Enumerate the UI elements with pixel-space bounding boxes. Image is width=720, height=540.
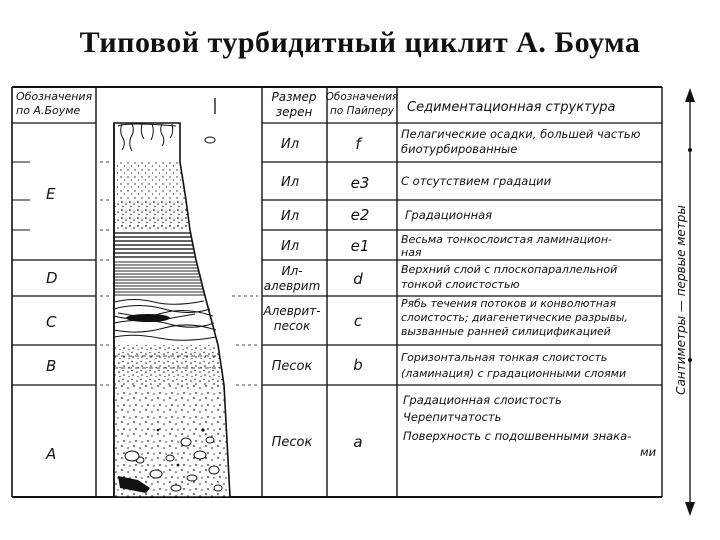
structure-a-line1: Градационная слоистость [403, 393, 562, 407]
grain-size-column [262, 137, 320, 450]
piper-b: b [353, 356, 363, 374]
structure-a-line2: Черепитчатость [403, 410, 502, 424]
bouma-label-a: A [46, 445, 57, 463]
header-bouma-line1: Обозначения [16, 90, 93, 103]
page-title: Типовой турбидитный циклит А. Боума [79, 26, 641, 59]
structure-d-line1: Верхний слой с плоскопараллельной [401, 263, 618, 276]
structure-b-line1: Горизонтальная тонкая слоистость [401, 351, 608, 364]
header-piper-line1: Обозначения [325, 91, 399, 103]
piper-d: d [353, 270, 363, 288]
piper-c: c [353, 312, 363, 330]
bouma-label-b: B [46, 357, 57, 375]
grain-d-line1: Ил- [281, 264, 303, 278]
header-bouma-line2: по А.Боуме [16, 104, 81, 117]
piper-e3: e3 [350, 174, 370, 192]
structure-column [401, 127, 657, 459]
piper-a: a [353, 433, 363, 451]
grain-e3: Ил [280, 175, 300, 190]
structure-a-line3: Поверхность с подошвенными знака- [403, 429, 632, 443]
grain-b: Песок [271, 359, 313, 374]
structure-d-line2: тонкой слоистостью [401, 278, 520, 291]
grain-a: Песок [271, 435, 313, 450]
structure-e3: С отсутствием градации [401, 174, 552, 188]
structure-f-line1: Пелагические осадки, большей частью [401, 127, 641, 141]
structure-a-line4: ми [640, 445, 657, 459]
structure-e1-line1: Весьма тонкослоистая ламинацион- [401, 233, 613, 246]
scale-label: Сантиметры — первые метры [674, 205, 688, 395]
grain-e1: Ил [280, 239, 300, 254]
structure-e2: Градационная [405, 208, 493, 222]
structure-c-line1: Рябь течения потоков и конволютная [401, 297, 616, 310]
bouma-label-e: E [46, 185, 56, 203]
header-structure: Седиментационная структура [407, 100, 616, 115]
piper-column [351, 135, 370, 451]
structure-c-line2: слоистость; диагенетические разрывы, [401, 311, 628, 324]
structure-e1-line2: ная [401, 246, 422, 259]
bouma-labels [45, 185, 58, 463]
bouma-label-d: D [46, 269, 58, 287]
piper-e1: e1 [350, 237, 370, 255]
grain-e2: Ил [280, 209, 300, 224]
structure-b-line2: (ламинация) с градационными слоями [401, 367, 627, 380]
piper-f: f [355, 135, 361, 153]
grain-c-line2: песок [273, 319, 311, 333]
structure-c-line3: вызванные ранней силицификацией [401, 325, 611, 338]
header-grain-line2: зерен [275, 105, 313, 119]
structure-f-line2: биотурбированные [401, 142, 518, 156]
lithology-column [114, 98, 230, 497]
table-header [16, 90, 616, 119]
grain-d-line2: алевриm [263, 279, 321, 293]
piper-e2: e2 [350, 206, 370, 224]
header-grain-line1: Размер [271, 90, 317, 104]
grain-c-line1: Алеврит- [263, 304, 321, 318]
bouma-label-c: C [46, 313, 57, 331]
grain-f: Ил [280, 137, 300, 152]
header-piper-line2: по Пайперу [330, 105, 394, 117]
